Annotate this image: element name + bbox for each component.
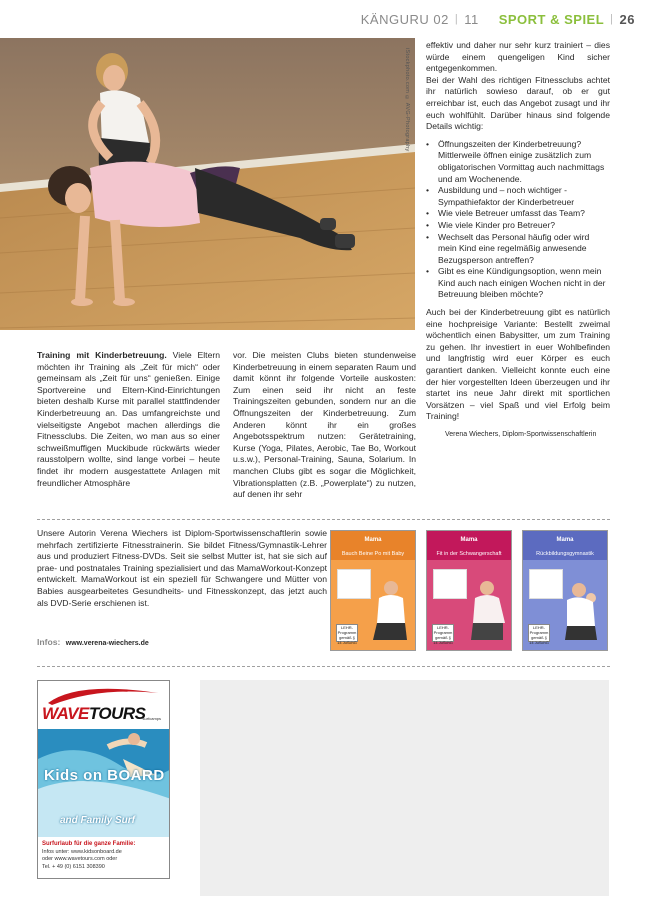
dvd-age-badge: LEHR-Programm gemäß § 14 JuSchG [433, 625, 453, 645]
article-photo [0, 38, 415, 330]
wavetours-logo [38, 681, 169, 723]
author-signature: Verena Wiechers, Diplom-Sportwissenschaftlerin [445, 431, 597, 438]
dvd-title: Fit in der Schwangerschaft [427, 549, 511, 560]
section-name: SPORT & SPIEL [498, 11, 605, 27]
dvd-feature-box [337, 569, 371, 599]
divider [37, 666, 610, 667]
article-column-2 [233, 350, 416, 501]
dvd-feature-box [529, 569, 563, 599]
ad-info-line: oder www.wavetours.com oder [42, 856, 118, 862]
dvd-age-badge: LEHR-Programm gemäß § 14 JuSchG [529, 625, 549, 645]
paragraph: Viele Eltern möchten ihr Training als „Zeit für mich“ oder gemeinsam als „Zeit für uns“ genießen. Einige Sportvereine und Eltern-Kind-Einrichtungen bieten deshalb Kurse mit parallel stattfindender Kinderbetreuung an. Das umfangreichste und vielseitigste Angebot machen allerdings die Fitnessclubs. Die Zeiten, wo man aus so einer schweißmuffigen Muckibude rückwärts wieder rausstolpern wollte, sind lange vorbei – heute findet ihr modern ausgestattete Anlagen mit freundlicher Atmosphäre [37, 350, 220, 488]
dvd-brand: Mama [523, 531, 607, 549]
photo-credit: iStockphoto.com © AVG-Photography [404, 48, 410, 152]
ad-footer [42, 841, 135, 871]
fitness-photo-illustration [0, 38, 415, 330]
dvd-age-badge: LEHR-Programm gemäß § 14 JuSchG [337, 625, 357, 645]
list-item: • Wie viele Kinder pro Betreuer? [426, 220, 610, 232]
ad-tagline: Surfurlaub für die ganze Familie: [42, 841, 136, 847]
ad-family-headline: and Family Surf [60, 815, 136, 826]
brand-subline: surfcamps [142, 716, 161, 721]
divider [37, 519, 610, 520]
article-column-1 [37, 350, 220, 489]
issue-number: 11 [464, 11, 479, 27]
dvd-cover [522, 530, 608, 651]
infos-label: Infos: [37, 637, 61, 647]
page-number: 26 [619, 11, 635, 27]
list-item: • Gibt es eine Kündigungsoption, wenn mein Kind auch nach einigen Wochen nicht in der Betreuung bleiben möchte? [426, 266, 610, 301]
magazine-name: KÄNGURU 02 [360, 11, 449, 27]
paragraph: effektiv und daher nur sehr kurz trainiert – dies würde einem quengeligen Kind sicher entgegenkommen. [426, 40, 610, 74]
checklist [426, 139, 610, 301]
infos-line [37, 637, 149, 647]
dvd-title: Rückbildungsgymnastik [523, 549, 607, 560]
brand-name [42, 704, 146, 724]
list-item: • Öffnungszeiten der Kinderbetreuung? Mittlerweile öffnen einige zusätzlich zum obligatorischen Vormittag auch nachmittags und am Wochenende. [426, 139, 610, 185]
dvd-brand: Mama [331, 531, 415, 549]
dvd-cover [426, 530, 512, 651]
list-item: • Wechselt das Personal häufig oder wird mein Kind eine regelmäßig anwesende Bezugsperson antreffen? [426, 232, 610, 267]
dvd-title: Bauch Beine Po mit Baby [331, 549, 415, 560]
wave-logo-icon [38, 683, 170, 705]
dvd-brand: Mama [427, 531, 511, 549]
infos-link[interactable]: www.verena-wiechers.de [65, 640, 149, 647]
brand-part-tours: TOURS [88, 704, 146, 723]
list-item: • Ausbildung und – noch wichtiger - Sympathiefaktor der Kinderbetreuer [426, 185, 610, 208]
header-separator: | [610, 13, 614, 25]
dvd-feature-box [433, 569, 467, 599]
header-separator: | [454, 13, 459, 25]
paragraph: Bei der Wahl des richtigen Fitnessclubs achtet ihr natürlich sowieso darauf, ob er gut erreichbar ist, euch das Angebot zusagt und ihr euch wohlfühlt. Darüber hinaus sind folgende Details wichtig: [426, 74, 610, 132]
brand-part-wave: WAVE [42, 704, 89, 723]
paragraph: Auch bei der Kinderbetreuung gibt es natürlich eine hochpreisige Variante: Bestellt zweimal wöchentlich einen Babysitter, um zum Training zu gehen. Ihr investiert in euer Wohlbefinden und langfristig wird euer Körper es euch garantiert danken. Vielleicht konnte euch eine der hier vorgestellten Ideen überzeugen und ihr startet ins neue Jahr direkt mit sportlichen Vorsätzen – viel Spaß und viel Erfolg beim Training! [426, 307, 610, 422]
page-header [361, 10, 635, 28]
ad-info-line: Infos unter: www.kidsonboard.de [42, 848, 122, 855]
author-bio: Unsere Autorin Verena Wiechers ist Diplom-Sportwissenschaftlerin sowie mehrfach zertifizierte Fitnesstrainerin. Sie bildet Fitness/Gymnastik-Lehrer aus und produziert Fitness-DVDs. Seit sie selbst Mutter ist, hat sie sich auf prae- und postnatales Training spezialisiert und das MamaWorkout-Konzept entwickelt. MamaWorkout ist ein speziell für Schwangere und Mütter von Babies ausgearbeitetes Gesundheits- und Fitnesskonzept, das jetzt auch als DVD-Serie erschienen ist. [37, 528, 327, 608]
list-item: • Wie viele Betreuer umfasst das Team? [426, 208, 610, 220]
article-column-right [426, 40, 610, 441]
dvd-person-image [559, 578, 603, 640]
dvd-person-image [367, 578, 411, 640]
wavetours-advertisement[interactable] [37, 680, 170, 879]
dvd-cover [330, 530, 416, 651]
ad-phone-line: Tel. + 49 (0) 6151 308390 [42, 863, 105, 870]
dvd-person-image [463, 578, 507, 640]
paragraph: vor. Die meisten Clubs bieten stundenweise Kinderbetreuung in einem separaten Raum und damit könnt ihr folgende Vorteile auskosten: Zum einen seid ihr nicht an feste Trainingszeiten gebunden, sondern nur an die Öffnungszeiten der Kinderbetreuung. Zum Anderen könnt ihr ein großes Angebotsspektrum nutzen: Gerätetraining, Kurse (Yoga, Pilates, Aerobic, Tae Bo, Workout u.s.w.), Personal-Training, Sauna, Solarium. In manchen Clubs gibt es sogar die Möglichkeit, Vibrationsplatten (z.B. „Powerplate“) zu nutzen, auf denen ihr sehr [233, 350, 416, 500]
paragraph-lead: Training mit Kinderbetreuung. [37, 350, 167, 360]
ad-kids-headline: Kids on BOARD [44, 767, 165, 784]
empty-ad-space [200, 680, 609, 896]
